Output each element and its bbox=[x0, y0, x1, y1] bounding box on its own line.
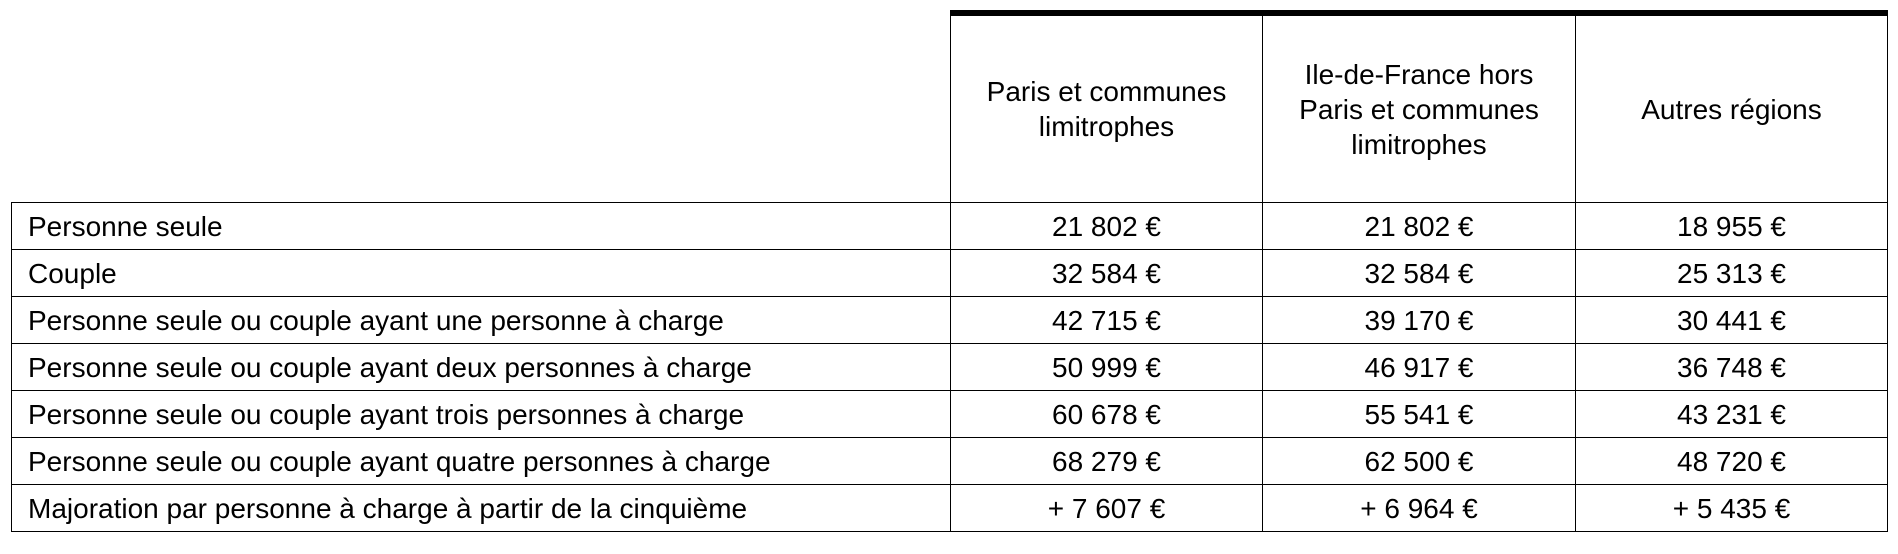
value-cell: 50 999 € bbox=[951, 344, 1263, 391]
row-label: Majoration par personne à charge à partir de la cinquième bbox=[12, 485, 951, 532]
value-cell: 30 441 € bbox=[1576, 297, 1888, 344]
row-label: Personne seule ou couple ayant quatre personnes à charge bbox=[12, 438, 951, 485]
value-cell: 32 584 € bbox=[951, 250, 1263, 297]
table-row bbox=[12, 391, 1888, 438]
table-row bbox=[12, 203, 1888, 250]
value-cell: 42 715 € bbox=[951, 297, 1263, 344]
table-row bbox=[12, 297, 1888, 344]
value-cell: + 6 964 € bbox=[1263, 485, 1576, 532]
value-cell: 43 231 € bbox=[1576, 391, 1888, 438]
value-cell: 18 955 € bbox=[1576, 203, 1888, 250]
column-header-ile-de-france: Ile-de-France hors Paris et communes limitrophes bbox=[1263, 13, 1576, 203]
row-label: Personne seule ou couple ayant une personne à charge bbox=[12, 297, 951, 344]
value-cell: 68 279 € bbox=[951, 438, 1263, 485]
table-row bbox=[12, 344, 1888, 391]
column-header-autres-regions: Autres régions bbox=[1576, 13, 1888, 203]
value-cell: 36 748 € bbox=[1576, 344, 1888, 391]
column-header-paris: Paris et communes limitrophes bbox=[951, 13, 1263, 203]
value-cell: 32 584 € bbox=[1263, 250, 1576, 297]
row-label: Personne seule bbox=[12, 203, 951, 250]
value-cell: 60 678 € bbox=[951, 391, 1263, 438]
row-label: Couple bbox=[12, 250, 951, 297]
table-row bbox=[12, 485, 1888, 532]
value-cell: 48 720 € bbox=[1576, 438, 1888, 485]
row-label: Personne seule ou couple ayant trois personnes à charge bbox=[12, 391, 951, 438]
value-cell: 46 917 € bbox=[1263, 344, 1576, 391]
table-row bbox=[12, 438, 1888, 485]
row-label: Personne seule ou couple ayant deux personnes à charge bbox=[12, 344, 951, 391]
header-row bbox=[12, 13, 1888, 203]
table-row bbox=[12, 250, 1888, 297]
income-ceiling-table bbox=[11, 10, 1888, 532]
value-cell: 21 802 € bbox=[951, 203, 1263, 250]
value-cell: 39 170 € bbox=[1263, 297, 1576, 344]
value-cell: 25 313 € bbox=[1576, 250, 1888, 297]
value-cell: + 7 607 € bbox=[951, 485, 1263, 532]
empty-corner-cell bbox=[12, 13, 951, 203]
value-cell: 55 541 € bbox=[1263, 391, 1576, 438]
value-cell: 21 802 € bbox=[1263, 203, 1576, 250]
value-cell: + 5 435 € bbox=[1576, 485, 1888, 532]
income-ceiling-table-wrapper bbox=[11, 10, 1888, 532]
value-cell: 62 500 € bbox=[1263, 438, 1576, 485]
